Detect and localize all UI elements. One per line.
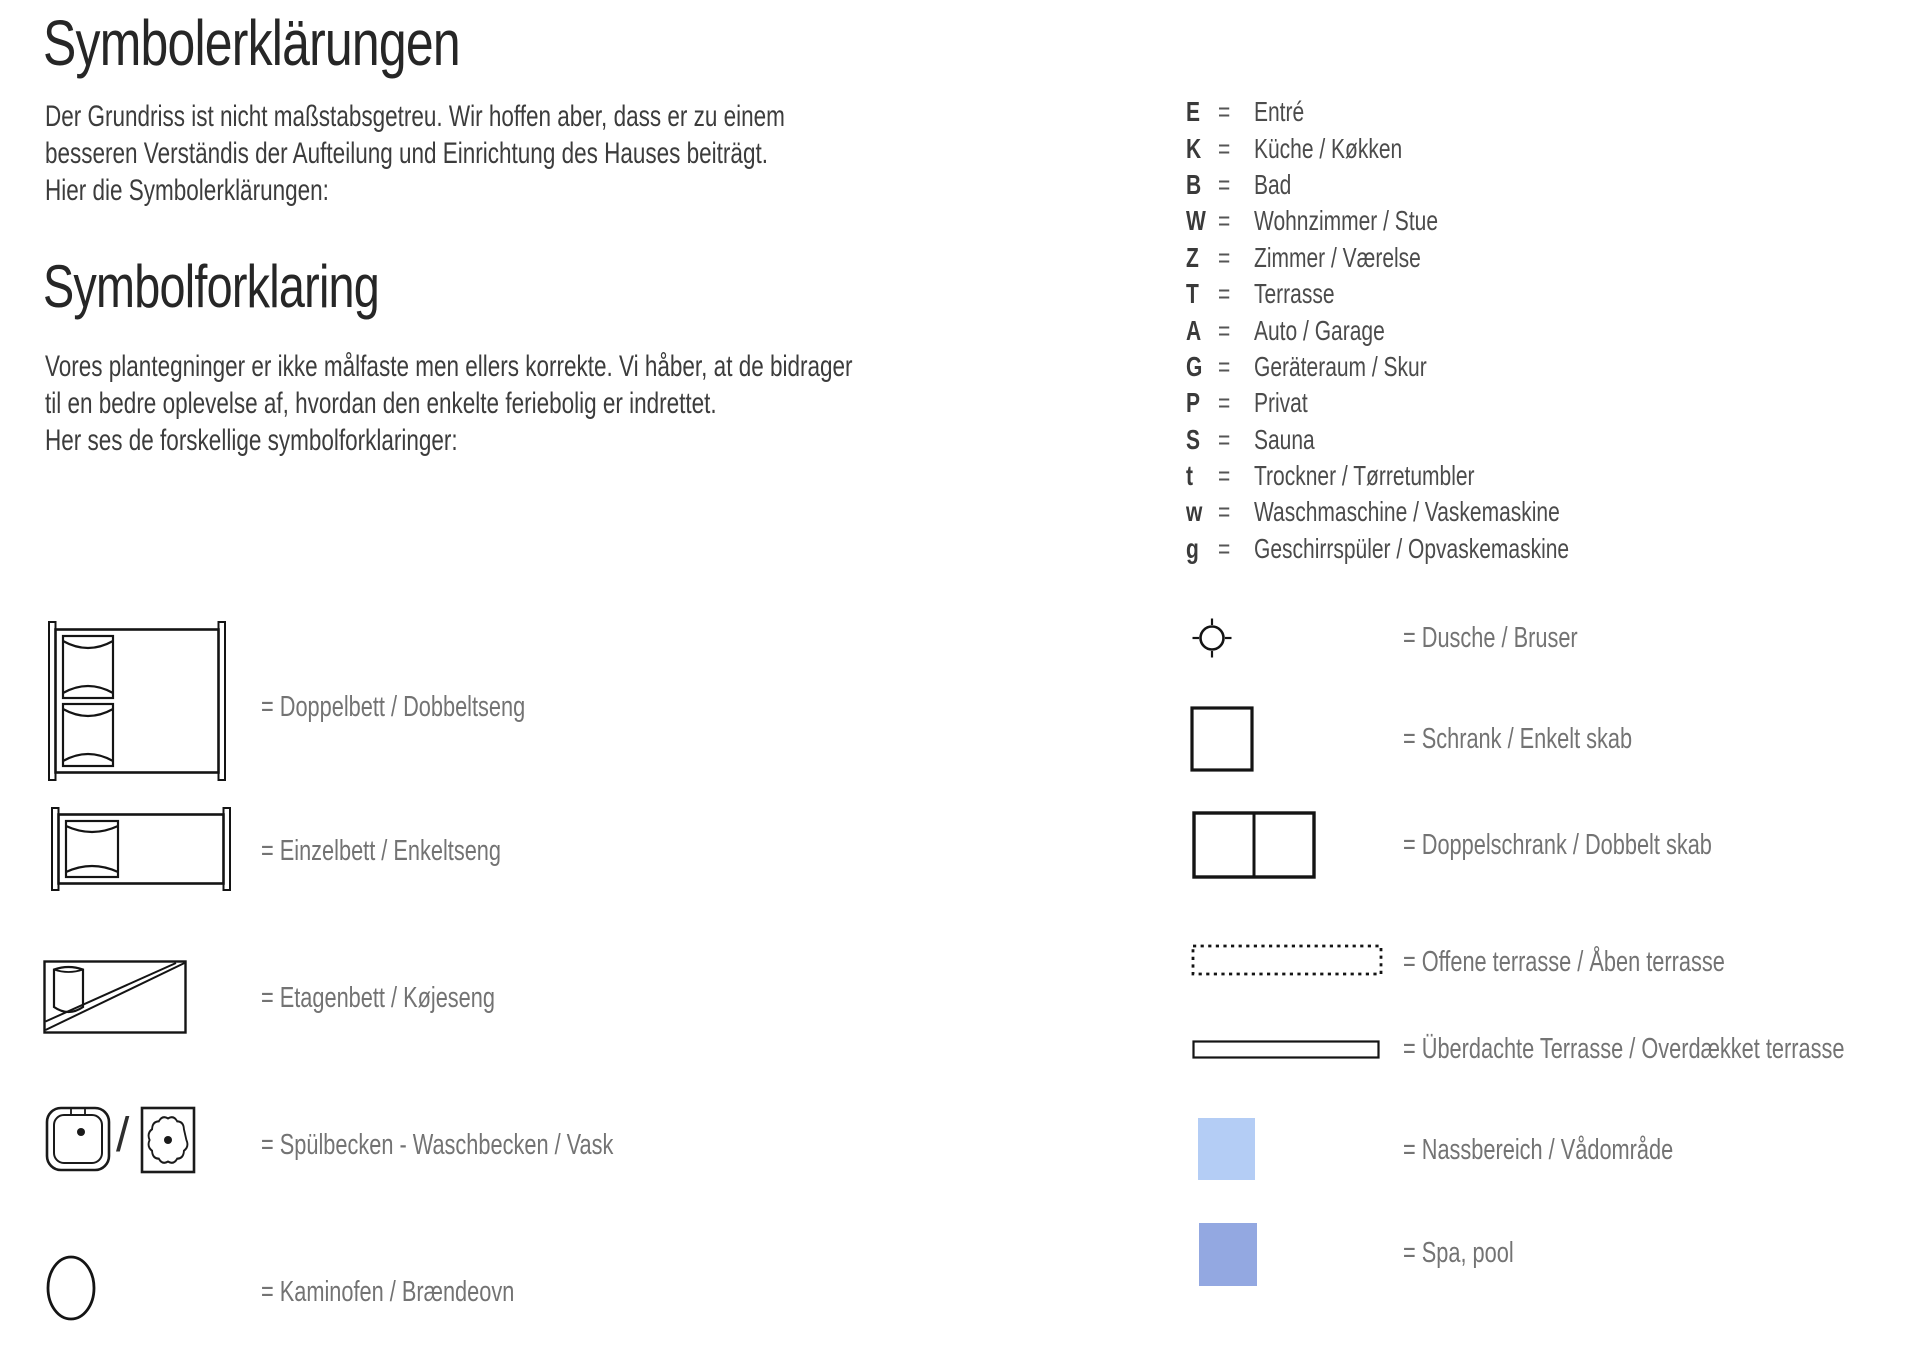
bunk-bed-icon xyxy=(43,960,187,1034)
letter-row-G: G = Geräteraum / Skur xyxy=(1186,350,1427,382)
letter-row-E: E = Entré xyxy=(1186,96,1305,128)
slash-separator: / xyxy=(116,1109,130,1162)
intro-paragraph-german xyxy=(45,98,1032,209)
sink-icon xyxy=(45,1102,111,1174)
double-bed-icon xyxy=(47,620,227,782)
letter-row-B: B = Bad xyxy=(1186,168,1292,200)
covered-terrace-icon xyxy=(1192,1040,1380,1059)
letter-row-S: S = Sauna xyxy=(1186,423,1315,455)
page-title-text: Symbolerklärungen xyxy=(43,7,460,79)
spa-pool-swatch xyxy=(1199,1223,1257,1286)
sink-label: = Spülbecken - Waschbecken / Vask xyxy=(261,1129,614,1161)
single-cabinet-label: = Schrank / Enkelt skab xyxy=(1403,723,1633,755)
page-subtitle xyxy=(43,252,474,321)
page-title xyxy=(43,6,577,80)
bunk-bed-label: = Etagenbett / Køjeseng xyxy=(261,982,495,1014)
letter-row-P: P = Privat xyxy=(1186,387,1308,419)
intro-da-line-2: til en bedre oplevelse af, hvordan den enkelte feriebolig er indrettet. xyxy=(45,387,717,420)
double-cabinet-label: = Doppelschrank / Dobbelt skab xyxy=(1403,829,1712,861)
intro-paragraph-danish xyxy=(45,348,1122,459)
letter-row-A: A = Auto / Garage xyxy=(1186,314,1385,346)
intro-de-line-1: Der Grundriss ist nicht maßstabsgetreu. Wir hoffen aber, dass er zu einem xyxy=(45,100,785,133)
wet-area-label: = Nassbereich / Vådområde xyxy=(1403,1134,1674,1166)
letter-row-K: K = Küche / Køkken xyxy=(1186,132,1403,164)
intro-de-line-2: besseren Verständis der Aufteilung und Einrichtung des Hauses beiträgt. xyxy=(45,137,768,170)
single-bed-label: = Einzelbett / Enkeltseng xyxy=(261,835,502,867)
wood-stove-label: = Kaminofen / Brændeovn xyxy=(261,1276,515,1308)
letter-row-W: W = Wohnzimmer / Stue xyxy=(1186,205,1439,237)
letter-legend xyxy=(1186,94,1674,567)
double-cabinet-icon xyxy=(1192,811,1316,879)
letter-row-T: T = Terrasse xyxy=(1186,278,1335,310)
intro-da-line-1: Vores plantegninger er ikke målfaste men ellers korrekte. Vi håber, at de bidrager xyxy=(45,350,853,383)
double-bed-label: = Doppelbett / Dobbeltseng xyxy=(261,691,526,723)
letter-row-Z: Z = Zimmer / Værelse xyxy=(1186,241,1421,273)
letter-row-w: w = Waschmaschine / Vaskemaskine xyxy=(1186,496,1560,528)
wood-stove-icon xyxy=(45,1254,97,1322)
open-terrace-label: = Offene terrasse / Åben terrasse xyxy=(1403,946,1725,978)
wet-area-swatch xyxy=(1198,1118,1255,1180)
covered-terrace-label: = Überdachte Terrasse / Overdækket terrasse xyxy=(1403,1033,1845,1065)
intro-da-line-3: Her ses de forskellige symbolforklaringer: xyxy=(45,424,458,457)
letter-row-t: t = Trockner / Tørretumbler xyxy=(1186,460,1475,492)
intro-de-line-3: Hier die Symbolerklärungen: xyxy=(45,174,329,207)
page-subtitle-text: Symbolforklaring xyxy=(43,253,380,320)
washbasin-icon xyxy=(140,1106,196,1174)
shower-icon xyxy=(1190,616,1234,660)
spa-pool-label: = Spa, pool xyxy=(1403,1237,1514,1269)
single-bed-icon xyxy=(50,806,232,892)
open-terrace-icon xyxy=(1191,944,1383,976)
single-cabinet-icon xyxy=(1190,706,1254,772)
letter-row-g: g = Geschirrspüler / Opvaskemaskine xyxy=(1186,532,1570,564)
shower-label: = Dusche / Bruser xyxy=(1403,622,1578,654)
